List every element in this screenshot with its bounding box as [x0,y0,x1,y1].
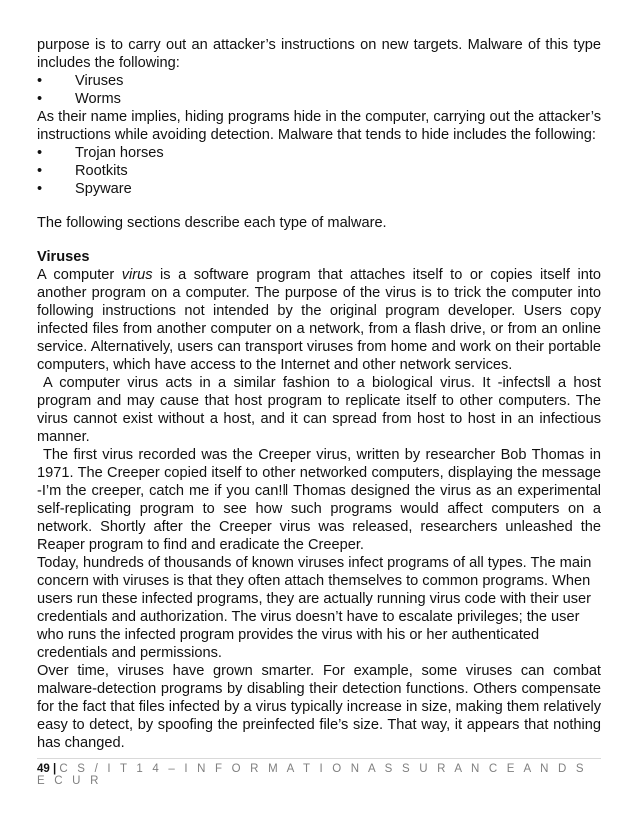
malware-list-hiding [37,144,601,198]
document-page [37,36,601,752]
viruses-paragraph-5: Over time, viruses have grown smarter. For example, some viruses can combat malware-detection programs by disabling their detection functions. Others compensate for the fact that files infected by a virus typically increase in size, making them relatively easy to detect, by spoofing the preinfected file’s size. That way, it appears that nothing has changed. [37,663,601,751]
page-footer [37,758,601,787]
page-number: 49 [37,763,50,775]
viruses-paragraph-4: Today, hundreds of thousands of known viruses infect programs of all types. The main concern with viruses is that they often attach themselves to common programs. When users run these infected programs, they are actually running virus code with their user credentials and authorization. The virus doesn’t have to escalate privileges; the user who runs the infected program provides the virus with his or her authenticated credentials and permissions. [37,555,592,661]
bullet-icon: • [37,163,43,179]
list-item: • Trojan horses [37,145,164,161]
list-item: • Rootkits [37,163,128,179]
viruses-paragraph-3: The first virus recorded was the Creeper virus, written by researcher Bob Thomas in 1971. The Creeper copied itself to other networked computers, displaying the message ‑I’m the creeper, catch me if you can!‖ Thomas designed the virus as an experimental self-replicating program to see how such programs would affect computers on a network. Shortly after the Creeper virus was released, researchers unleashed the Reaper program to find and eradicate the Creeper. [37,447,601,553]
section-heading-viruses: Viruses [37,249,90,265]
viruses-paragraph-2: A computer virus acts in a similar fashion to a biological virus. It ‑infects‖ a host program and may cause that host program to replicate itself to other computers. The virus cannot exist without a host, and it can spread from host to host in an infectious manner. [37,375,601,445]
intro-paragraph: purpose is to carry out an attacker’s instructions on new targets. Malware of this type includes the following: [37,37,601,71]
footer-separator: | [49,763,60,775]
course-title: C S / I T 1 4 – I N F O R M A T I O N A S S U R A N C E A N D S E C U R [37,763,587,787]
malware-list-spreading [37,72,601,108]
bullet-icon: • [37,181,43,197]
list-item: • Viruses [37,73,124,89]
viruses-paragraph-1: A computer virus is a software program that attaches itself to or copies itself into another program on a computer. The purpose of the virus is to trick the computer into following instructions not intended by the original program developer. Users copy infected files from another computer on a network, from a flash drive, or from an online service. Alternatively, users can transport viruses from home and work on their portable computers, which have access to the Internet and other network services. [37,267,601,373]
sections-intro: The following sections describe each type of malware. [37,215,387,231]
bullet-icon: • [37,73,43,89]
bullet-icon: • [37,145,43,161]
hiding-paragraph: As their name implies, hiding programs hide in the computer, carrying out the attacker’s instructions while avoiding detection. Malware that tends to hide includes the following: [37,109,601,143]
bullet-icon: • [37,91,43,107]
list-item: • Worms [37,91,121,107]
list-item: • Spyware [37,181,132,197]
